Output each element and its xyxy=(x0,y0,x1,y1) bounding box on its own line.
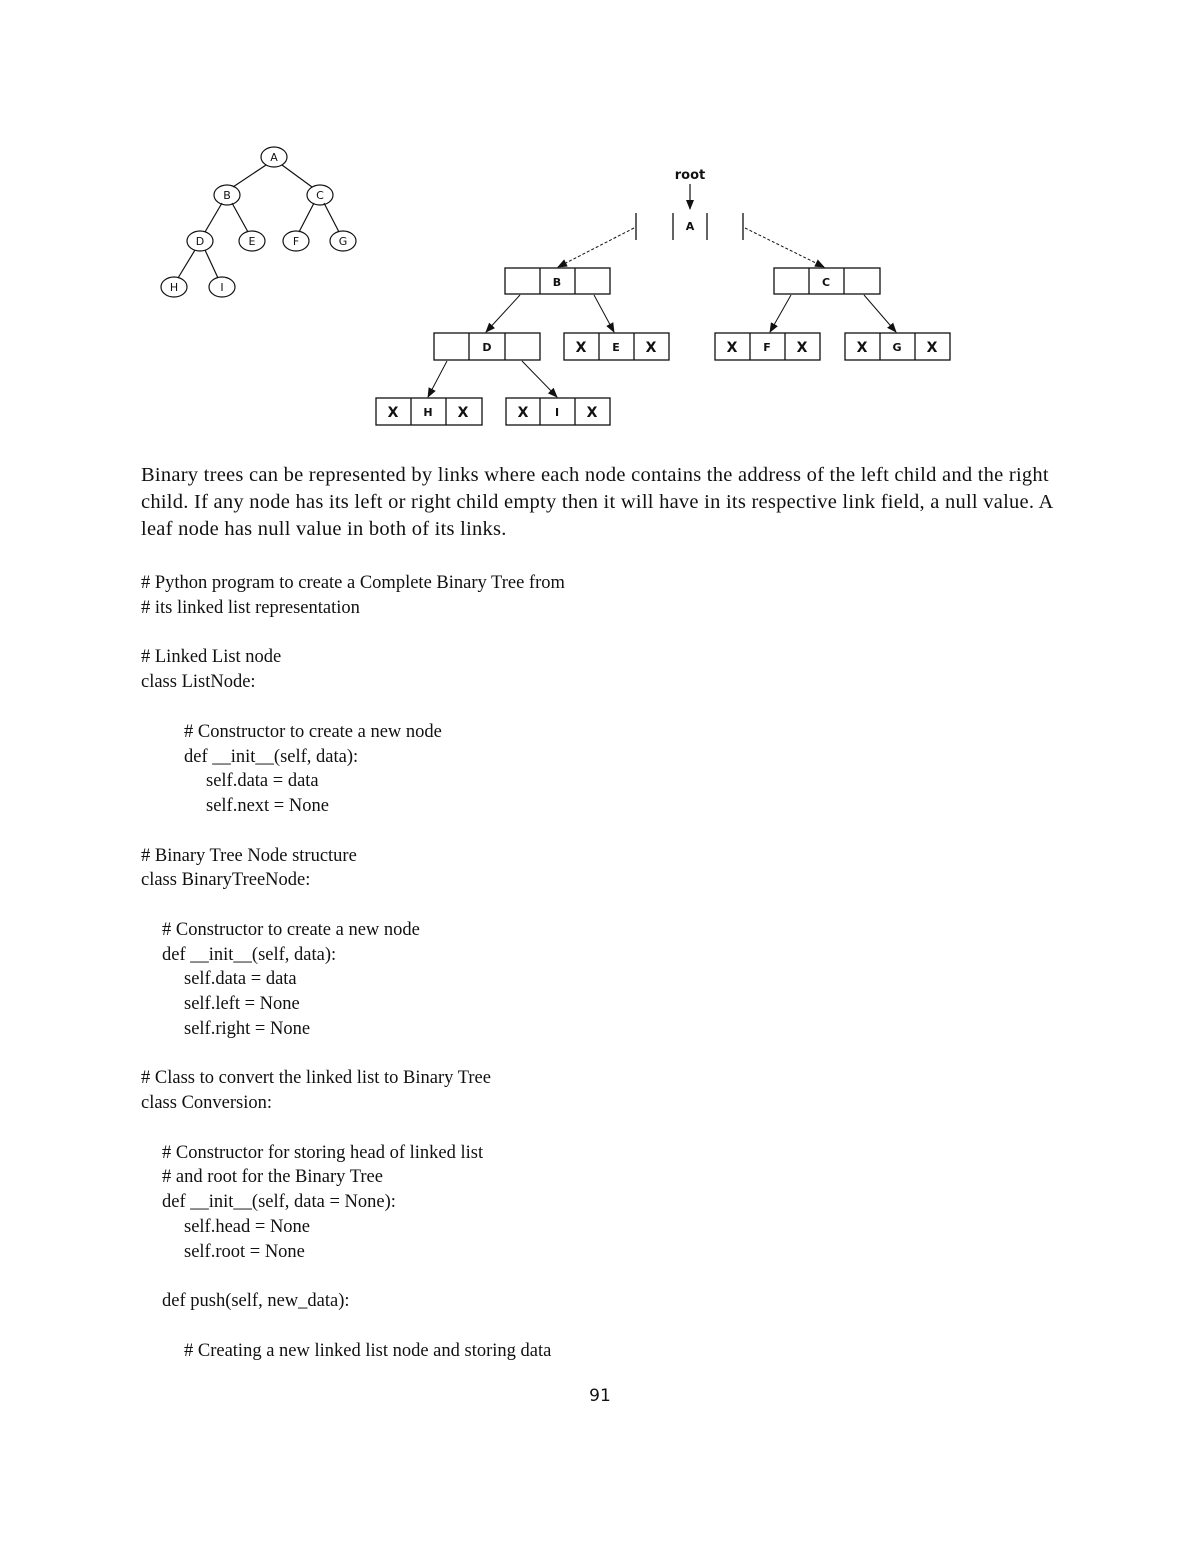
null-marker: X xyxy=(856,340,868,356)
null-marker: X xyxy=(645,340,657,356)
linked-node-g: G xyxy=(892,341,902,354)
code-line: self.right = None xyxy=(184,1019,311,1039)
null-marker: X xyxy=(575,340,587,356)
linked-node-b: B xyxy=(552,276,562,289)
linked-node-i: I xyxy=(554,406,560,419)
code-line: # Linked List node xyxy=(141,647,282,667)
code-line: # Constructor to create a new node xyxy=(184,722,442,742)
code-line: self.next = None xyxy=(206,796,329,816)
code-line: # Constructor to create a new node xyxy=(162,920,420,940)
code-line: self.root = None xyxy=(184,1242,305,1262)
tree-node-d: D xyxy=(195,235,205,248)
code-line: # Class to convert the linked list to Binary Tree xyxy=(141,1068,491,1088)
null-marker: X xyxy=(796,340,808,356)
code-line: def push(self, new_data): xyxy=(162,1291,350,1311)
tree-node-i: I xyxy=(220,281,224,294)
code-line: # its linked list representation xyxy=(141,598,360,618)
null-marker: X xyxy=(726,340,738,356)
linked-representation-diagram xyxy=(376,168,950,425)
tree-node-b: B xyxy=(223,189,231,202)
code-line: self.head = None xyxy=(184,1217,311,1237)
code-line: # Binary Tree Node structure xyxy=(141,846,357,866)
binary-tree-figure xyxy=(0,0,1200,440)
linked-node-a: A xyxy=(685,220,695,233)
code-line: def __init__(self, data): xyxy=(184,747,359,767)
tree-node-e: E xyxy=(248,235,256,248)
null-marker: X xyxy=(926,340,938,356)
linked-node-f: F xyxy=(763,341,771,354)
code-line: class BinaryTreeNode: xyxy=(141,870,311,890)
code-line: self.data = data xyxy=(206,771,319,791)
linked-node-e: E xyxy=(612,341,620,354)
code-line: self.left = None xyxy=(184,994,300,1014)
tree-node-h: H xyxy=(169,281,179,294)
code-line: # Constructor for storing head of linked list xyxy=(162,1143,484,1163)
code-line: def __init__(self, data): xyxy=(162,945,337,965)
body-paragraph: Binary trees can be represented by links where each node contains the address of the left child and the right child. If any node has its left or right child empty then it will have in its respective link field, a null value. A leaf node has null value in both of its links. xyxy=(141,464,1053,540)
tree-node-c: C xyxy=(316,189,324,202)
null-marker: X xyxy=(457,405,469,421)
tree-node-g: G xyxy=(338,235,348,248)
simple-tree-diagram xyxy=(161,147,356,297)
page-number: 91 xyxy=(589,1386,611,1406)
linked-node-c: C xyxy=(821,276,831,289)
code-line: # and root for the Binary Tree xyxy=(162,1167,383,1187)
code-line: # Creating a new linked list node and storing data xyxy=(184,1341,552,1361)
linked-node-h: H xyxy=(423,406,433,419)
tree-node-a: A xyxy=(270,151,278,164)
null-marker: X xyxy=(517,405,529,421)
code-line: self.data = data xyxy=(184,969,297,989)
null-marker: X xyxy=(387,405,399,421)
tree-node-f: F xyxy=(292,235,300,248)
root-label: root xyxy=(674,168,706,183)
linked-node-d: D xyxy=(482,341,492,354)
code-line: class Conversion: xyxy=(141,1093,273,1113)
code-line: # Python program to create a Complete Binary Tree from xyxy=(141,573,565,593)
code-line: class ListNode: xyxy=(141,672,256,692)
null-marker: X xyxy=(586,405,598,421)
code-line: def __init__(self, data = None): xyxy=(162,1192,396,1212)
